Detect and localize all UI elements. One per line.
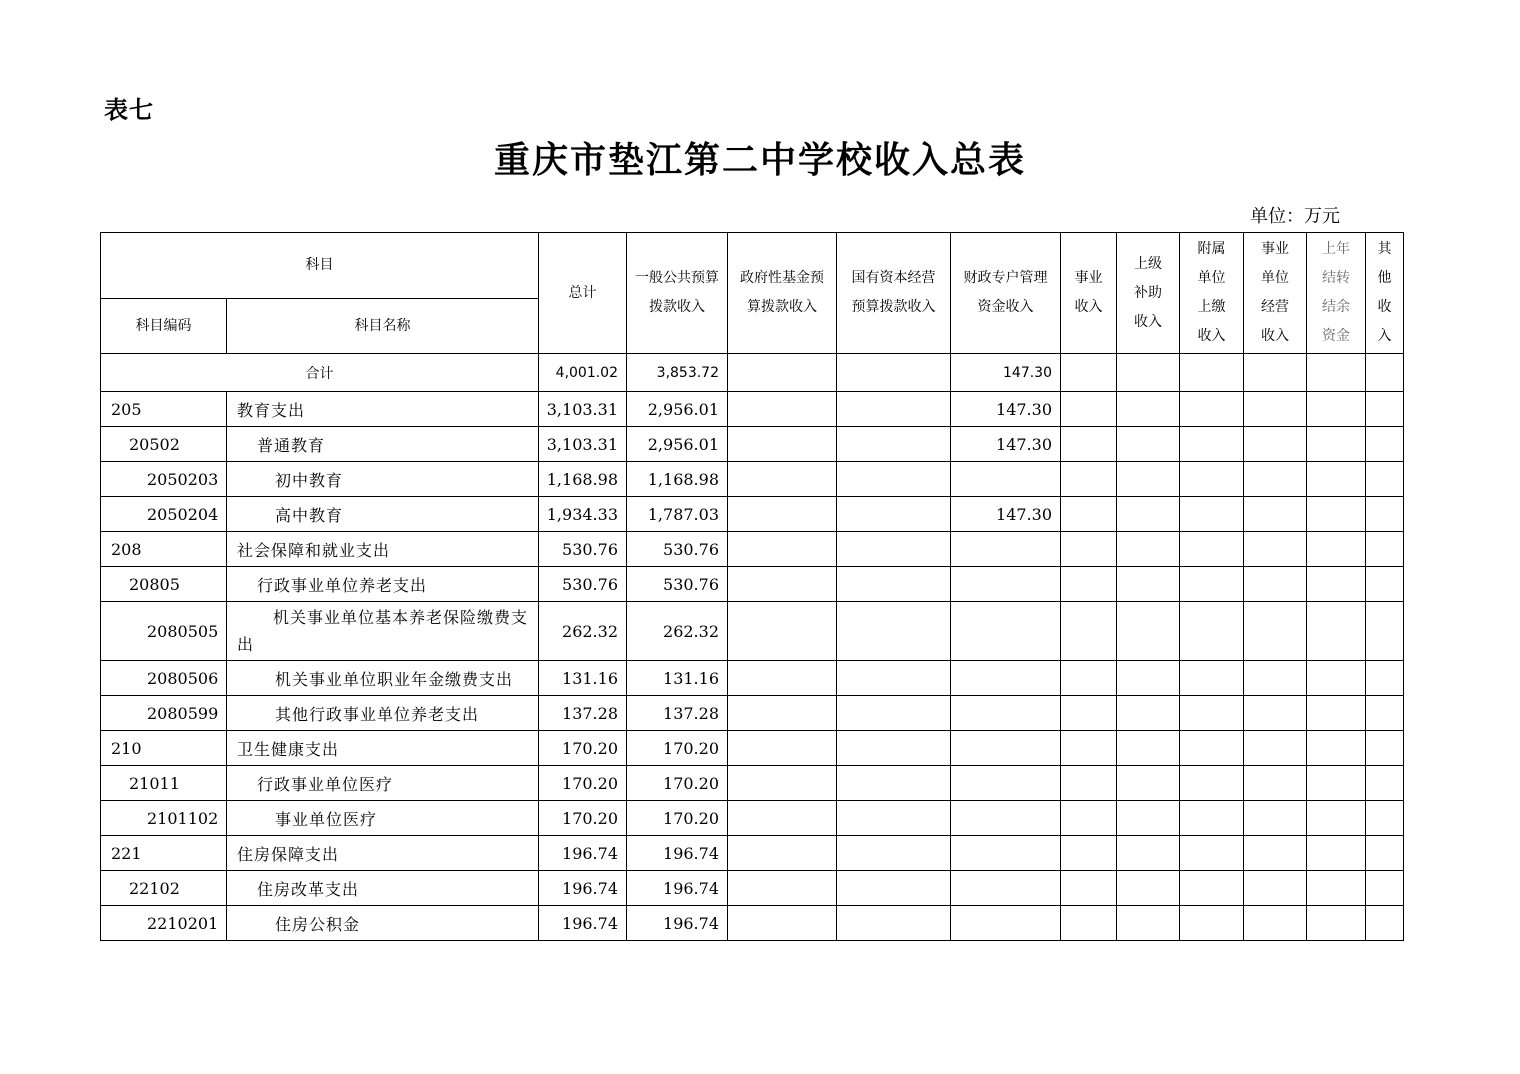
header-general-budget: 一般公共预算拨款收入 <box>627 233 728 354</box>
cell-total: 170.20 <box>539 801 627 836</box>
cell-other <box>1366 497 1404 532</box>
cell-superior <box>1117 801 1180 836</box>
cell-state-capital <box>837 906 951 941</box>
cell-other <box>1366 661 1404 696</box>
cell-total: 196.74 <box>539 871 627 906</box>
cell-general: 530.76 <box>627 532 728 567</box>
cell-name <box>227 602 539 661</box>
cell-other <box>1366 602 1404 661</box>
table-number: 表七 <box>104 96 154 124</box>
cell-state-capital <box>837 427 951 462</box>
cell-total: 196.74 <box>539 906 627 941</box>
total-operation <box>1244 354 1307 392</box>
cell-gov-fund <box>728 766 837 801</box>
cell-carryover <box>1307 497 1366 532</box>
cell-special <box>951 696 1061 731</box>
cell-code: 20805 <box>101 567 227 602</box>
cell-superior <box>1117 661 1180 696</box>
table-row <box>101 602 1404 661</box>
total-superior <box>1117 354 1180 392</box>
header-state-capital: 国有资本经营预算拨款收入 <box>837 233 951 354</box>
cell-name: 其他行政事业单位养老支出 <box>227 696 539 731</box>
cell-name: 住房公积金 <box>227 906 539 941</box>
cell-business <box>1061 836 1117 871</box>
cell-general: 170.20 <box>627 766 728 801</box>
cell-affiliated <box>1180 392 1244 427</box>
cell-gov-fund <box>728 731 837 766</box>
total-other <box>1366 354 1404 392</box>
cell-superior <box>1117 532 1180 567</box>
cell-general: 262.32 <box>627 602 728 661</box>
cell-business <box>1061 731 1117 766</box>
cell-code: 2080506 <box>101 661 227 696</box>
cell-general: 131.16 <box>627 661 728 696</box>
cell-other <box>1366 462 1404 497</box>
header-carryover: 上年结转结余资金 <box>1307 233 1366 354</box>
cell-gov-fund <box>728 696 837 731</box>
cell-affiliated <box>1180 567 1244 602</box>
cell-operation <box>1244 602 1307 661</box>
cell-affiliated <box>1180 661 1244 696</box>
cell-carryover <box>1307 871 1366 906</box>
income-summary-table <box>100 232 1404 941</box>
cell-state-capital <box>837 532 951 567</box>
cell-carryover <box>1307 906 1366 941</box>
cell-total: 1,934.33 <box>539 497 627 532</box>
cell-state-capital <box>837 497 951 532</box>
cell-superior <box>1117 567 1180 602</box>
table-row <box>101 427 1404 462</box>
cell-state-capital <box>837 602 951 661</box>
cell-code: 208 <box>101 532 227 567</box>
cell-gov-fund <box>728 567 837 602</box>
cell-general: 196.74 <box>627 906 728 941</box>
cell-operation <box>1244 696 1307 731</box>
cell-special <box>951 766 1061 801</box>
cell-operation <box>1244 836 1307 871</box>
header-subject: 科目 <box>101 233 539 299</box>
cell-special: 147.30 <box>951 427 1061 462</box>
cell-operation <box>1244 766 1307 801</box>
table-row <box>101 766 1404 801</box>
cell-operation <box>1244 427 1307 462</box>
cell-code: 21011 <box>101 766 227 801</box>
cell-other <box>1366 871 1404 906</box>
cell-operation <box>1244 801 1307 836</box>
cell-carryover <box>1307 801 1366 836</box>
cell-state-capital <box>837 462 951 497</box>
cell-general: 196.74 <box>627 836 728 871</box>
cell-total: 262.32 <box>539 602 627 661</box>
cell-code: 205 <box>101 392 227 427</box>
cell-general: 170.20 <box>627 801 728 836</box>
table-row <box>101 731 1404 766</box>
cell-gov-fund <box>728 532 837 567</box>
cell-business <box>1061 392 1117 427</box>
cell-carryover <box>1307 532 1366 567</box>
cell-general: 170.20 <box>627 731 728 766</box>
cell-state-capital <box>837 696 951 731</box>
cell-affiliated <box>1180 696 1244 731</box>
cell-carryover <box>1307 462 1366 497</box>
cell-gov-fund <box>728 661 837 696</box>
cell-business <box>1061 661 1117 696</box>
cell-general: 196.74 <box>627 871 728 906</box>
cell-affiliated <box>1180 871 1244 906</box>
cell-state-capital <box>837 661 951 696</box>
cell-gov-fund <box>728 497 837 532</box>
cell-total: 1,168.98 <box>539 462 627 497</box>
cell-name: 机关事业单位职业年金缴费支出 <box>227 661 539 696</box>
cell-total: 137.28 <box>539 696 627 731</box>
cell-gov-fund <box>728 602 837 661</box>
cell-other <box>1366 532 1404 567</box>
cell-other <box>1366 836 1404 871</box>
table-row <box>101 567 1404 602</box>
total-state-capital <box>837 354 951 392</box>
cell-operation <box>1244 567 1307 602</box>
table-row <box>101 661 1404 696</box>
cell-name: 住房保障支出 <box>227 836 539 871</box>
cell-special <box>951 801 1061 836</box>
cell-code: 2080599 <box>101 696 227 731</box>
cell-operation <box>1244 532 1307 567</box>
cell-carryover <box>1307 602 1366 661</box>
table-row <box>101 836 1404 871</box>
cell-superior <box>1117 836 1180 871</box>
cell-superior <box>1117 392 1180 427</box>
cell-name: 社会保障和就业支出 <box>227 532 539 567</box>
cell-total: 530.76 <box>539 567 627 602</box>
cell-special <box>951 661 1061 696</box>
cell-carryover <box>1307 661 1366 696</box>
header-operation-income: 事业单位经营收入 <box>1244 233 1307 354</box>
cell-special <box>951 567 1061 602</box>
cell-general: 137.28 <box>627 696 728 731</box>
cell-superior <box>1117 871 1180 906</box>
cell-special <box>951 906 1061 941</box>
table-row <box>101 462 1404 497</box>
cell-business <box>1061 532 1117 567</box>
cell-total: 3,103.31 <box>539 392 627 427</box>
table-row <box>101 871 1404 906</box>
cell-code: 2210201 <box>101 906 227 941</box>
cell-state-capital <box>837 567 951 602</box>
table-row <box>101 532 1404 567</box>
cell-carryover <box>1307 567 1366 602</box>
cell-code: 20502 <box>101 427 227 462</box>
cell-special <box>951 602 1061 661</box>
cell-name: 普通教育 <box>227 427 539 462</box>
cell-general: 530.76 <box>627 567 728 602</box>
cell-name: 卫生健康支出 <box>227 731 539 766</box>
cell-gov-fund <box>728 836 837 871</box>
cell-business <box>1061 696 1117 731</box>
cell-special: 147.30 <box>951 392 1061 427</box>
cell-other <box>1366 801 1404 836</box>
header-subject-name: 科目名称 <box>227 299 539 354</box>
cell-gov-fund <box>728 462 837 497</box>
cell-other <box>1366 766 1404 801</box>
cell-operation <box>1244 731 1307 766</box>
header-gov-fund: 政府性基金预算拨款收入 <box>728 233 837 354</box>
total-business <box>1061 354 1117 392</box>
cell-name-text: 机关事业单位基本养老保险缴费支出 <box>237 608 529 654</box>
cell-code: 22102 <box>101 871 227 906</box>
cell-special <box>951 462 1061 497</box>
cell-other <box>1366 696 1404 731</box>
cell-superior <box>1117 696 1180 731</box>
total-affiliated <box>1180 354 1244 392</box>
cell-state-capital <box>837 731 951 766</box>
cell-superior <box>1117 602 1180 661</box>
total-row <box>101 354 1404 392</box>
header-total: 总计 <box>539 233 627 354</box>
cell-business <box>1061 567 1117 602</box>
cell-code: 2050204 <box>101 497 227 532</box>
header-business-income: 事业收入 <box>1061 233 1117 354</box>
cell-business <box>1061 497 1117 532</box>
cell-total: 170.20 <box>539 731 627 766</box>
cell-carryover <box>1307 696 1366 731</box>
cell-business <box>1061 801 1117 836</box>
table-row <box>101 801 1404 836</box>
cell-total: 131.16 <box>539 661 627 696</box>
cell-special <box>951 836 1061 871</box>
cell-total: 530.76 <box>539 532 627 567</box>
cell-carryover <box>1307 731 1366 766</box>
cell-affiliated <box>1180 532 1244 567</box>
cell-gov-fund <box>728 871 837 906</box>
cell-other <box>1366 567 1404 602</box>
page-title: 重庆市垫江第二中学校收入总表 <box>493 139 1026 181</box>
cell-special <box>951 532 1061 567</box>
table-row <box>101 497 1404 532</box>
total-general: 3,853.72 <box>627 354 728 392</box>
cell-state-capital <box>837 766 951 801</box>
cell-state-capital <box>837 836 951 871</box>
cell-other <box>1366 731 1404 766</box>
cell-business <box>1061 906 1117 941</box>
table-row <box>101 392 1404 427</box>
header-special-account: 财政专户管理资金收入 <box>951 233 1061 354</box>
cell-business <box>1061 427 1117 462</box>
cell-operation <box>1244 906 1307 941</box>
cell-superior <box>1117 427 1180 462</box>
cell-carryover <box>1307 392 1366 427</box>
cell-state-capital <box>837 392 951 427</box>
total-gov-fund <box>728 354 837 392</box>
total-special: 147.30 <box>951 354 1061 392</box>
cell-business <box>1061 766 1117 801</box>
cell-code: 2101102 <box>101 801 227 836</box>
cell-code: 210 <box>101 731 227 766</box>
cell-special: 147.30 <box>951 497 1061 532</box>
total-total: 4,001.02 <box>539 354 627 392</box>
cell-special <box>951 871 1061 906</box>
cell-affiliated <box>1180 906 1244 941</box>
cell-affiliated <box>1180 497 1244 532</box>
cell-code: 2080505 <box>101 602 227 661</box>
cell-general: 1,787.03 <box>627 497 728 532</box>
cell-name: 行政事业单位养老支出 <box>227 567 539 602</box>
cell-other <box>1366 906 1404 941</box>
cell-operation <box>1244 661 1307 696</box>
cell-gov-fund <box>728 801 837 836</box>
cell-carryover <box>1307 836 1366 871</box>
cell-affiliated <box>1180 836 1244 871</box>
cell-superior <box>1117 906 1180 941</box>
cell-operation <box>1244 871 1307 906</box>
cell-superior <box>1117 462 1180 497</box>
cell-carryover <box>1307 766 1366 801</box>
cell-name: 初中教育 <box>227 462 539 497</box>
header-other-income: 其他收入 <box>1366 233 1404 354</box>
cell-affiliated <box>1180 462 1244 497</box>
cell-state-capital <box>837 801 951 836</box>
header-subject-code: 科目编码 <box>101 299 227 354</box>
header-superior-subsidy: 上级补助收入 <box>1117 233 1180 354</box>
cell-code: 2050203 <box>101 462 227 497</box>
cell-affiliated <box>1180 801 1244 836</box>
cell-state-capital <box>837 871 951 906</box>
cell-general: 2,956.01 <box>627 427 728 462</box>
cell-gov-fund <box>728 906 837 941</box>
cell-general: 2,956.01 <box>627 392 728 427</box>
cell-operation <box>1244 392 1307 427</box>
cell-total: 170.20 <box>539 766 627 801</box>
unit-label: 单位：万元 <box>1250 206 1340 227</box>
total-carryover <box>1307 354 1366 392</box>
cell-carryover <box>1307 427 1366 462</box>
cell-gov-fund <box>728 427 837 462</box>
cell-name: 教育支出 <box>227 392 539 427</box>
header-affiliated-income: 附属单位上缴收入 <box>1180 233 1244 354</box>
cell-general: 1,168.98 <box>627 462 728 497</box>
cell-name: 行政事业单位医疗 <box>227 766 539 801</box>
cell-name: 事业单位医疗 <box>227 801 539 836</box>
cell-other <box>1366 427 1404 462</box>
cell-operation <box>1244 497 1307 532</box>
cell-business <box>1061 462 1117 497</box>
cell-code: 221 <box>101 836 227 871</box>
cell-other <box>1366 392 1404 427</box>
cell-name: 住房改革支出 <box>227 871 539 906</box>
cell-business <box>1061 871 1117 906</box>
cell-total: 196.74 <box>539 836 627 871</box>
cell-gov-fund <box>728 392 837 427</box>
cell-superior <box>1117 497 1180 532</box>
cell-affiliated <box>1180 427 1244 462</box>
total-label: 合计 <box>101 354 539 392</box>
cell-superior <box>1117 731 1180 766</box>
cell-operation <box>1244 462 1307 497</box>
cell-affiliated <box>1180 731 1244 766</box>
cell-total: 3,103.31 <box>539 427 627 462</box>
cell-affiliated <box>1180 766 1244 801</box>
cell-name: 高中教育 <box>227 497 539 532</box>
cell-business <box>1061 602 1117 661</box>
cell-special <box>951 731 1061 766</box>
cell-affiliated <box>1180 602 1244 661</box>
cell-superior <box>1117 766 1180 801</box>
table-row <box>101 906 1404 941</box>
table-row <box>101 696 1404 731</box>
